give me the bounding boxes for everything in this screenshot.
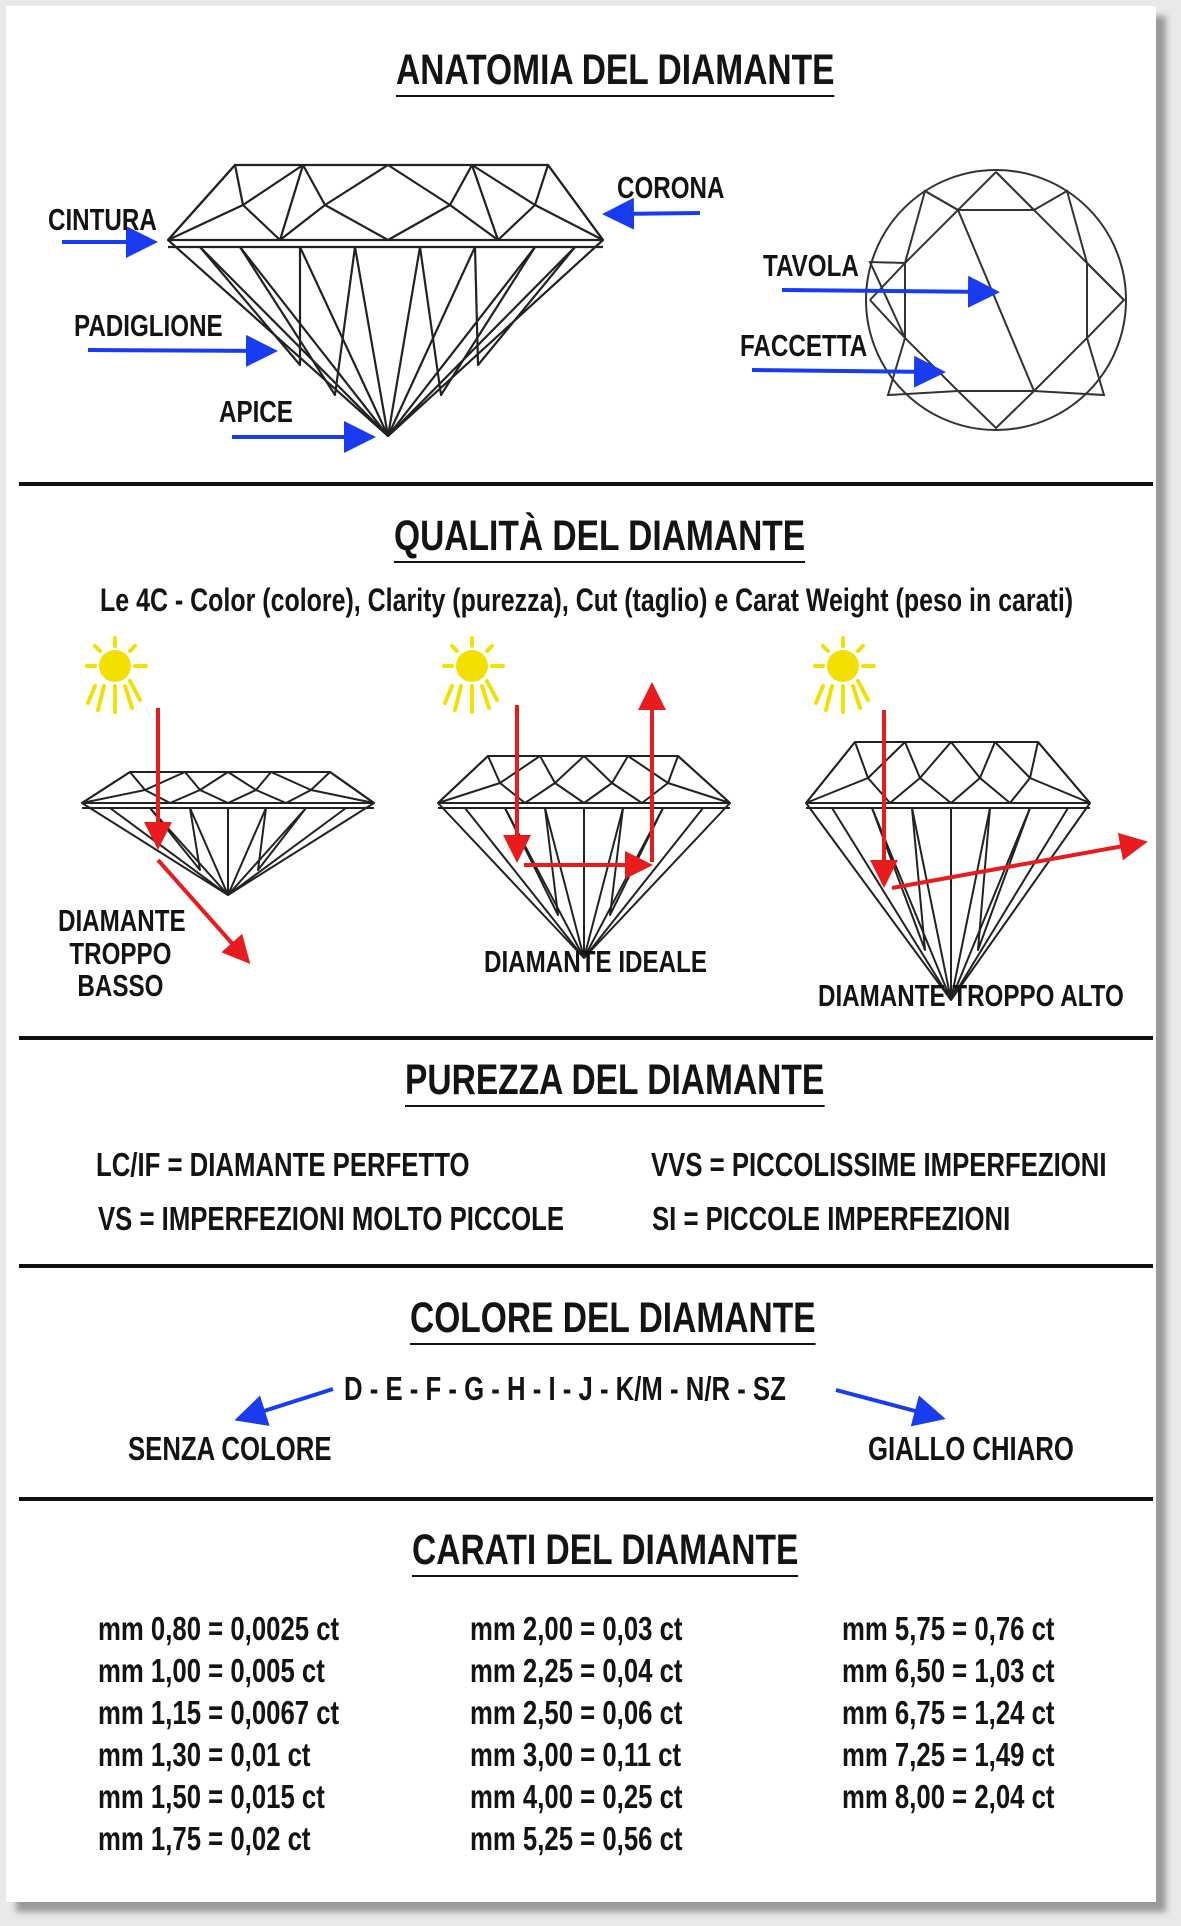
diamond-top-view bbox=[866, 170, 1126, 430]
case-too-deep-label: DIAMANTE TROPPO ALTO bbox=[818, 978, 1124, 1013]
carat-row: mm 1,30 = 0,01 ct bbox=[98, 1736, 311, 1773]
color-left-label: SENZA COLORE bbox=[128, 1430, 332, 1467]
sun-icon bbox=[815, 638, 874, 712]
carat-row: mm 6,75 = 1,24 ct bbox=[842, 1694, 1055, 1731]
clarity-item: VS = IMPERFEZIONI MOLTO PICCOLE bbox=[98, 1200, 564, 1237]
carat-row: mm 8,00 = 2,04 ct bbox=[842, 1778, 1055, 1815]
quality-subtitle: Le 4C - Color (colore), Clarity (purezza), Cut (taglio) e Carat Weight (peso in carati) bbox=[100, 582, 1074, 618]
carats-title: CARATI DEL DIAMANTE bbox=[412, 1528, 798, 1577]
color-right-label: GIALLO CHIARO bbox=[868, 1430, 1074, 1467]
carat-row: mm 4,00 = 0,25 ct bbox=[470, 1778, 683, 1815]
carat-row: mm 5,75 = 0,76 ct bbox=[842, 1610, 1055, 1647]
case-too-shallow-line2: TROPPO bbox=[69, 935, 172, 971]
carat-row: mm 2,25 = 0,04 ct bbox=[470, 1652, 683, 1689]
anatomy-title: ANATOMIA DEL DIAMANTE bbox=[396, 48, 834, 97]
clarity-title: PUREZZA DEL DIAMANTE bbox=[405, 1058, 824, 1107]
carat-row: mm 6,50 = 1,03 ct bbox=[842, 1652, 1055, 1689]
clarity-item: SI = PICCOLE IMPERFEZIONI bbox=[652, 1200, 1011, 1237]
label-apice: APICE bbox=[219, 394, 293, 429]
diamond-too-shallow bbox=[82, 772, 374, 895]
case-too-shallow-line1: DIAMANTE bbox=[58, 903, 186, 938]
divider bbox=[19, 1036, 1153, 1040]
sun-icon bbox=[444, 638, 503, 712]
label-padiglione: PADIGLIONE bbox=[74, 308, 223, 343]
case-ideal-label: DIAMANTE IDEALE bbox=[484, 944, 707, 979]
label-cintura: CINTURA bbox=[48, 202, 157, 237]
carat-row: mm 1,75 = 0,02 ct bbox=[98, 1820, 311, 1857]
color-title: COLORE DEL DIAMANTE bbox=[410, 1296, 816, 1345]
diamond-too-deep bbox=[806, 742, 1090, 1000]
carat-row: mm 1,15 = 0,0067 ct bbox=[98, 1694, 340, 1731]
quality-title: QUALITÀ DEL DIAMANTE bbox=[394, 514, 805, 563]
carat-row: mm 3,00 = 0,11 ct bbox=[470, 1736, 682, 1773]
divider bbox=[19, 1497, 1153, 1501]
label-tavola: TAVOLA bbox=[763, 248, 859, 283]
label-corona: CORONA bbox=[617, 170, 725, 205]
case-too-shallow-line3: BASSO bbox=[77, 968, 164, 1004]
clarity-item: VVS = PICCOLISSIME IMPERFEZIONI bbox=[651, 1146, 1107, 1183]
light-rays bbox=[158, 690, 1140, 958]
divider bbox=[19, 1264, 1153, 1268]
diamond-ideal bbox=[438, 756, 730, 958]
label-faccetta: FACCETTA bbox=[740, 328, 868, 363]
carat-row: mm 1,50 = 0,015 ct bbox=[98, 1778, 325, 1815]
carat-row: mm 0,80 = 0,0025 ct bbox=[98, 1610, 340, 1647]
clarity-item: LC/IF = DIAMANTE PERFETTO bbox=[96, 1146, 470, 1183]
carat-row: mm 7,25 = 1,49 ct bbox=[842, 1736, 1055, 1773]
color-scale: D - E - F - G - H - I - J - K/M - N/R - SZ bbox=[344, 1370, 786, 1407]
sun-icon bbox=[87, 638, 146, 712]
divider bbox=[19, 482, 1153, 486]
carat-row: mm 2,00 = 0,03 ct bbox=[470, 1610, 683, 1647]
carat-row: mm 2,50 = 0,06 ct bbox=[470, 1694, 683, 1731]
carat-row: mm 5,25 = 0,56 ct bbox=[470, 1820, 683, 1857]
case-too-shallow-label bbox=[58, 903, 186, 1004]
carat-row: mm 1,00 = 0,005 ct bbox=[98, 1652, 325, 1689]
